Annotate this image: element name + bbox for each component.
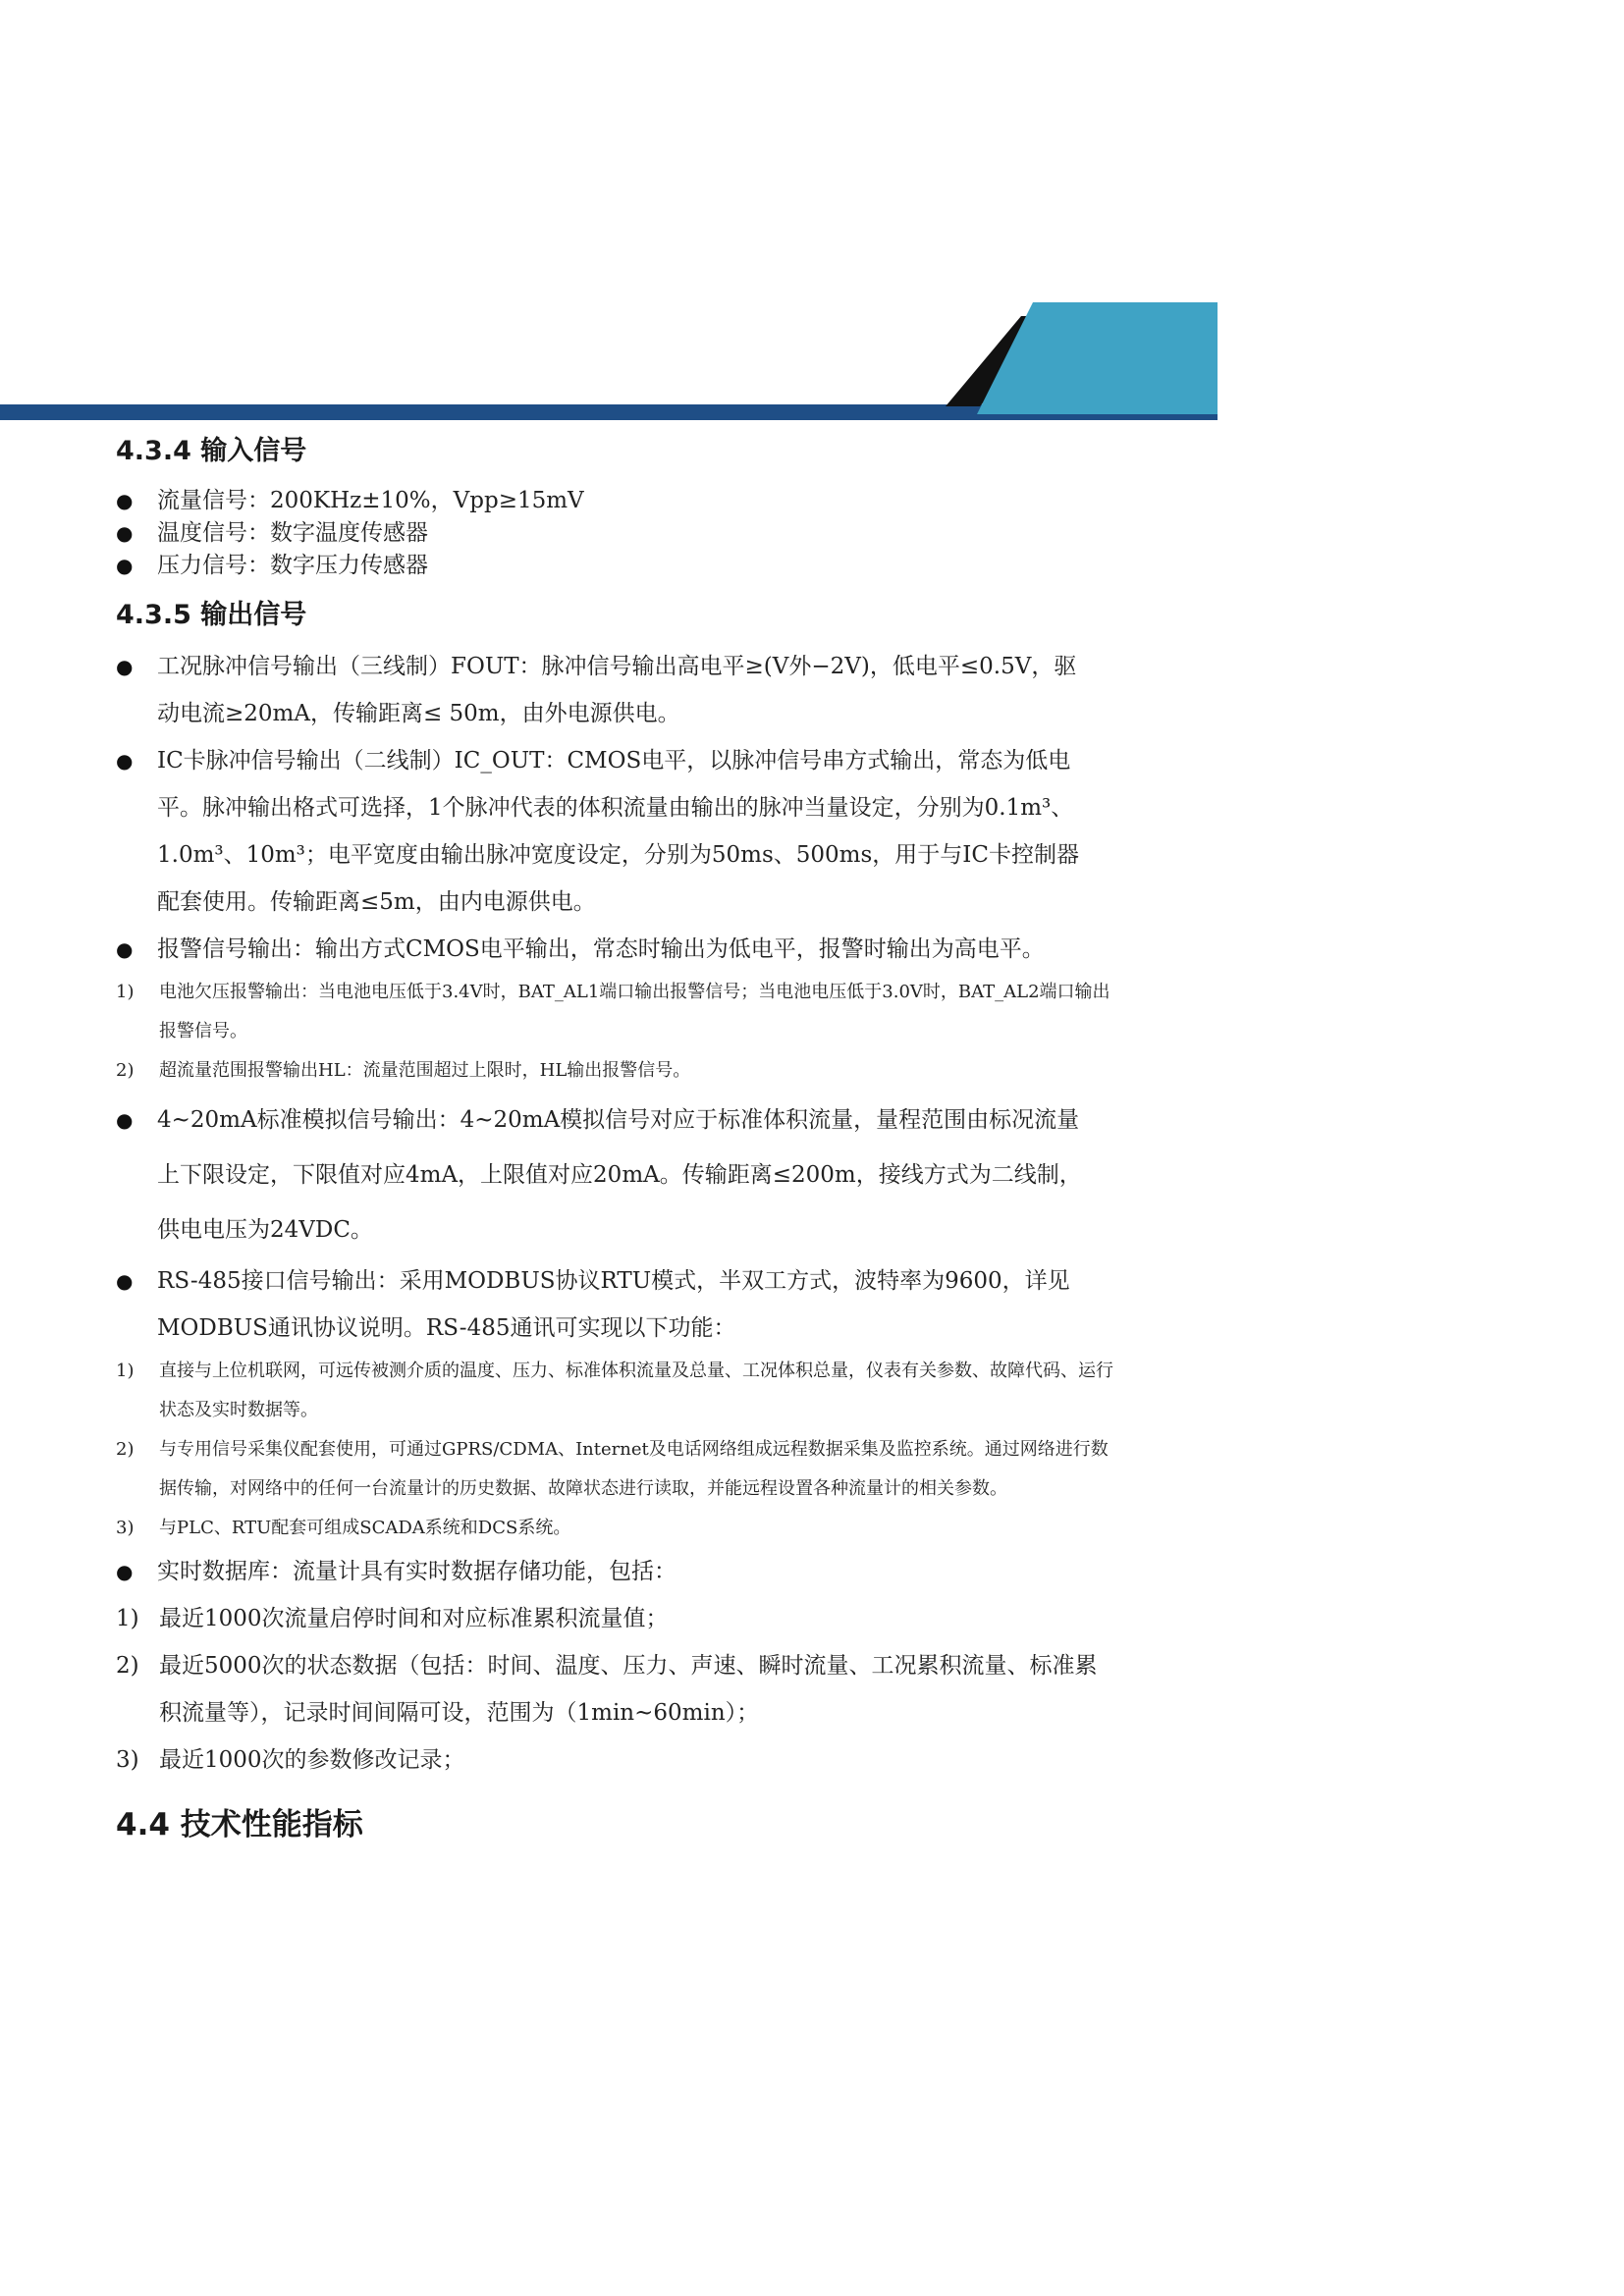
- list-number: 1): [116, 1361, 135, 1381]
- output-signal-list: [116, 643, 1098, 973]
- alarm-sub-text: 超流量范围报警输出HL：流量范围超过上限时，HL输出报警信号。: [159, 1060, 691, 1081]
- db-sub-text: 最近1000次的参数修改记录；: [159, 1747, 465, 1773]
- header-band: [0, 0, 1624, 422]
- list-number: 2): [116, 1653, 139, 1679]
- input-item-pressure: ● 压力信号：数字压力传感器: [116, 550, 1098, 582]
- input-signal-list: [116, 485, 1098, 582]
- output-item-ic-out: ● IC卡脉冲信号输出（二线制）IC_OUT：CMOS电平，以脉冲信号串方式输出，常态为低电平。脉冲输出格式可选择，1个脉冲代表的体积流量由输出的脉冲当量设定，分别为0.1m³、1.0m³、10m³；电平宽度由输出脉冲宽度设定，分别为50ms、500ms，用于与IC卡控制器配套使用。传输距离≤5m，由内电源供电。: [116, 737, 1098, 926]
- rs485-sub-text: 与专用信号采集仪配套使用，可通过GPRS/CDMA、Internet及电话网络组成远程数据采集及监控系统。通过网络进行数据传输，对网络中的任何一台流量计的历史数据、故障状态进行读取，并能远程设置各种流量计的相关参数。: [159, 1439, 1109, 1499]
- db-sub-item: [116, 1642, 1117, 1736]
- document-body: [116, 432, 1113, 1846]
- rs485-sub-text: 与PLC、RTU配套可组成SCADA系统和DCS系统。: [159, 1518, 571, 1538]
- section-title-4-3-5: 4.3.5 输出信号: [116, 600, 307, 630]
- db-sub-text: 最近1000次流量启停时间和对应标准累积流量值；: [159, 1606, 669, 1631]
- input-item-temperature: ● 温度信号：数字温度传感器: [116, 517, 1098, 550]
- list-number: 2): [116, 1060, 135, 1081]
- alarm-sub-item: [116, 1051, 1117, 1091]
- output-item-alarm: ● 报警信号输出：输出方式CMOS电平输出，常态时输出为低电平，报警时输出为高电平。: [116, 926, 1098, 973]
- output-signal-list-db: [116, 1548, 1098, 1595]
- output-item-rs485: ● RS-485接口信号输出：采用MODBUS协议RTU模式，半双工方式，波特率为9600，详见MODBUS通讯协议说明。RS-485通讯可实现以下功能：: [116, 1257, 1098, 1352]
- alarm-sub-list: [116, 973, 1117, 1091]
- section-title-4-4: 4.4 技术性能指标: [116, 1807, 363, 1842]
- list-number: 3): [116, 1747, 139, 1773]
- header-teal-block: [977, 302, 1218, 414]
- output-signal-list-analog: [116, 1093, 1098, 1257]
- rs485-sub-item: [116, 1509, 1117, 1548]
- rs485-sub-text: 直接与上位机联网，可远传被测介质的温度、压力、标准体积流量及总量、工况体积总量，仪表有关参数、故障代码、运行状态及实时数据等。: [159, 1361, 1113, 1420]
- rs485-sub-item: [116, 1430, 1117, 1509]
- alarm-sub-item: [116, 973, 1117, 1051]
- output-item-fout: ● 工况脉冲信号输出（三线制）FOUT：脉冲信号输出高电平≥(V外−2V)，低电平≤0.5V，驱动电流≥20mA，传输距离≤ 50m，由外电源供电。: [116, 643, 1098, 737]
- section-title-4-3-4: 4.3.4 输入信号: [116, 436, 307, 466]
- alarm-sub-text: 电池欠压报警输出：当电池电压低于3.4V时，BAT_AL1端口输出报警信号；当电池电压低于3.0V时，BAT_AL2端口输出报警信号。: [159, 982, 1110, 1041]
- rs485-sub-list: [116, 1352, 1117, 1548]
- list-number: 1): [116, 1606, 139, 1631]
- output-item-realtime-db: ● 实时数据库：流量计具有实时数据存储功能，包括：: [116, 1548, 1098, 1595]
- rs485-sub-item: [116, 1352, 1117, 1430]
- list-number: 3): [116, 1518, 135, 1538]
- output-item-analog: ● 4~20mA标准模拟信号输出：4~20mA模拟信号对应于标准体积流量，量程范围由标况流量上下限设定，下限值对应4mA，上限值对应20mA。传输距离≤200m，接线方式为二线制，供电电压为24VDC。: [116, 1093, 1098, 1257]
- db-sub-item: [116, 1595, 1117, 1642]
- db-sub-item: [116, 1736, 1117, 1784]
- list-number: 1): [116, 982, 135, 1002]
- list-number: 2): [116, 1439, 135, 1460]
- db-sub-list: [116, 1595, 1117, 1784]
- input-item-flow: ● 流量信号：200KHz±10%，Vpp≥15mV: [116, 485, 1098, 517]
- output-signal-list-rs485: [116, 1257, 1098, 1352]
- db-sub-text: 最近5000次的状态数据（包括：时间、温度、压力、声速、瞬时流量、工况累积流量、标准累积流量等），记录时间间隔可设，范围为（1min~60min）；: [159, 1653, 1098, 1726]
